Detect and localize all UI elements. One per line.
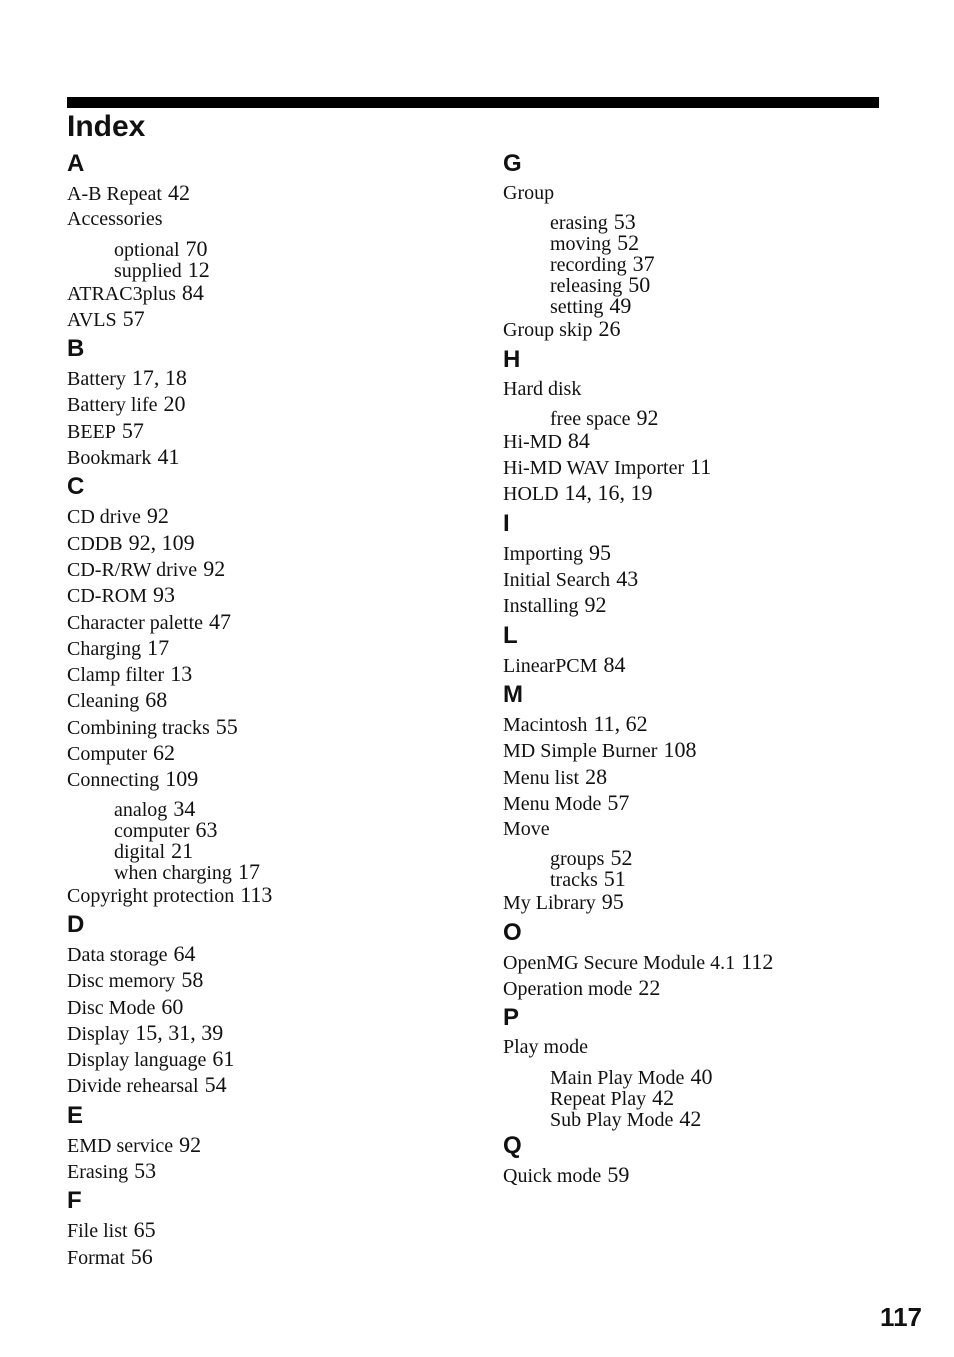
section-letter: M [503, 680, 523, 708]
index-entry [67, 941, 467, 967]
index-entry [503, 316, 903, 342]
entry-pages: 47 [209, 608, 232, 634]
entry-term: HOLD [503, 483, 559, 506]
section-letter: F [67, 1187, 82, 1215]
subentry-term: moving [550, 233, 612, 256]
entry-term: Hi-MD WAV Importer [503, 457, 685, 480]
index-subentry [503, 1105, 903, 1131]
entry-pages: 64 [173, 940, 196, 966]
index-entry [503, 764, 903, 790]
entry-term: Combining tracks [67, 716, 210, 739]
index-entry [503, 1162, 903, 1188]
index-entry [503, 816, 903, 842]
entry-term: Format [67, 1246, 125, 1269]
entry-pages: 20 [163, 391, 186, 417]
subentry-term: releasing [550, 275, 623, 298]
entry-pages: 109 [165, 766, 199, 792]
index-subentry [503, 1063, 903, 1089]
index-entry [503, 737, 903, 763]
entry-term: Data storage [67, 943, 168, 966]
index-entry [503, 1034, 903, 1060]
index-entry [67, 1132, 467, 1158]
index-subentry [503, 293, 903, 319]
page-number: 117 [880, 1302, 922, 1332]
index-column-right [503, 147, 903, 1188]
subentry-term: analog [114, 798, 168, 821]
index-entry [67, 206, 467, 232]
subentry-pages: 52 [610, 845, 633, 871]
entry-pages: 92 [203, 555, 226, 581]
index-entry [503, 652, 903, 678]
subentry-pages: 63 [195, 816, 218, 842]
entry-term: Cleaning [67, 690, 140, 713]
entry-term: Battery life [67, 394, 158, 417]
index-entry [503, 566, 903, 592]
section-letter: H [503, 345, 521, 373]
index-subentry [503, 404, 903, 430]
section-letter: B [67, 335, 85, 363]
index-entry [503, 592, 903, 618]
section-letter: G [503, 150, 522, 177]
entry-term: Erasing [67, 1161, 129, 1184]
index-subentry [67, 256, 467, 282]
entry-term: Group skip [503, 319, 593, 342]
subentry-pages: 17 [237, 858, 260, 884]
subentry-term: tracks [550, 869, 598, 892]
subentry-pages: 37 [632, 251, 655, 277]
index-entry [503, 454, 903, 480]
index-entry [67, 556, 467, 582]
index-entry [67, 635, 467, 661]
entry-pages: 14, 16, 19 [564, 480, 653, 506]
subentry-term: erasing [550, 212, 608, 235]
entry-pages: 93 [153, 582, 176, 608]
index-entry [503, 790, 903, 816]
entry-pages: 92, 109 [128, 529, 195, 555]
subentry-pages: 53 [613, 209, 636, 235]
index-entry [67, 503, 467, 529]
section-letter: I [503, 509, 510, 537]
subentry-term: Sub Play Mode [550, 1108, 674, 1131]
entry-pages: 84 [567, 427, 590, 453]
index-subentry [67, 795, 467, 821]
entry-term: Importing [503, 542, 583, 565]
entry-term: Clamp filter [67, 664, 165, 687]
index-entry [67, 180, 467, 206]
index-entry [503, 480, 903, 506]
index-entry [67, 1244, 467, 1270]
index-subentry [503, 1084, 903, 1110]
entry-term: Move [503, 818, 550, 841]
entry-term: MD Simple Burner [503, 740, 658, 763]
entry-term: Charging [67, 637, 142, 660]
entry-pages: 68 [145, 687, 168, 713]
entry-pages: 92 [179, 1131, 202, 1157]
index-entry [503, 376, 903, 402]
subentry-pages: 40 [690, 1063, 713, 1089]
entry-term: LinearPCM [503, 654, 598, 677]
entry-term: Operation mode [503, 978, 633, 1001]
entry-pages: 57 [607, 789, 630, 815]
entry-term: CD-ROM [67, 585, 148, 608]
entry-pages: 28 [585, 763, 608, 789]
subentry-term: Main Play Mode [550, 1066, 685, 1089]
entry-pages: 59 [607, 1161, 630, 1187]
index-entry [67, 280, 467, 306]
entry-pages: 92 [146, 503, 169, 529]
entry-pages: 41 [157, 444, 180, 470]
subentry-term: groups [550, 848, 605, 871]
entry-pages: 17 [147, 634, 170, 660]
section-letter: L [503, 621, 518, 649]
index-entry [503, 180, 903, 206]
subentry-term: setting [550, 296, 604, 319]
entry-term: Hi-MD [503, 430, 562, 453]
entry-term: My Library [503, 892, 596, 915]
index-subentry [503, 251, 903, 277]
index-subentry [503, 230, 903, 256]
index-entry [67, 766, 467, 792]
index-entry [67, 661, 467, 687]
entry-pages: 58 [181, 967, 204, 993]
entry-term: CDDB [67, 532, 123, 555]
index-entry [67, 1158, 467, 1184]
index-entry [67, 1217, 467, 1243]
entry-pages: 65 [133, 1217, 156, 1243]
entry-term: Disc memory [67, 970, 176, 993]
index-entry [503, 428, 903, 454]
entry-pages: 22 [638, 975, 661, 1001]
index-entry [67, 444, 467, 470]
entry-pages: 57 [121, 417, 144, 443]
entry-pages: 13 [170, 661, 193, 687]
section-letter: C [67, 473, 85, 501]
index-entry [67, 391, 467, 417]
entry-pages: 53 [134, 1158, 157, 1184]
index-subentry [67, 816, 467, 842]
entry-term: Installing [503, 595, 579, 618]
section-letter: O [503, 918, 522, 946]
entry-term: Menu list [503, 766, 580, 789]
section-letter: A [67, 150, 85, 177]
entry-term: Group [503, 182, 555, 204]
entry-pages: 60 [161, 993, 184, 1019]
header-rule [67, 97, 879, 108]
entry-pages: 57 [122, 305, 145, 331]
section-letter: Q [503, 1131, 522, 1159]
entry-term: Play mode [503, 1036, 588, 1059]
index-entry [67, 306, 467, 332]
index-subentry [503, 209, 903, 235]
index-subentry [503, 272, 903, 298]
index-entry [503, 540, 903, 566]
entry-pages: 61 [212, 1046, 235, 1072]
entry-term: BEEP [67, 420, 116, 443]
entry-term: EMD service [67, 1134, 174, 1157]
index-entry [67, 714, 467, 740]
entry-term: Macintosh [503, 713, 588, 736]
entry-pages: 112 [741, 948, 774, 974]
index-entry [503, 949, 903, 975]
entry-pages: 95 [589, 539, 611, 565]
entry-pages: 84 [603, 651, 626, 677]
index-entry [67, 740, 467, 766]
index-subentry [503, 866, 903, 892]
entry-term: Bookmark [67, 447, 152, 470]
index-column-left [67, 147, 467, 1270]
index-subentry [67, 235, 467, 261]
subentry-pages: 21 [171, 837, 194, 863]
entry-term: File list [67, 1220, 128, 1243]
subentry-term: digital [114, 840, 166, 863]
entry-term: ATRAC3plus [67, 282, 176, 305]
entry-pages: 55 [215, 713, 238, 739]
subentry-term: Repeat Play [550, 1087, 647, 1110]
index-entry [67, 365, 467, 391]
entry-term: AVLS [67, 308, 117, 331]
entry-pages: 42 [167, 180, 190, 205]
entry-term: Divide rehearsal [67, 1075, 199, 1098]
entry-pages: 11 [690, 454, 712, 480]
subentry-term: optional [114, 238, 180, 261]
entry-pages: 92 [584, 592, 607, 618]
index-entry [67, 994, 467, 1020]
entry-term: Battery [67, 368, 126, 391]
entry-pages: 54 [204, 1072, 227, 1098]
index-entry [67, 1072, 467, 1098]
subentry-pages: 34 [173, 795, 196, 821]
subentry-term: computer [114, 819, 190, 842]
entry-term: CD-R/RW drive [67, 558, 198, 581]
index-entry [67, 967, 467, 993]
subentry-term: when charging [114, 861, 232, 884]
index-entry [67, 582, 467, 608]
entry-pages: 11, 62 [593, 710, 648, 736]
index-entry [67, 530, 467, 556]
subentry-pages: 52 [617, 230, 640, 256]
entry-pages: 17, 18 [131, 365, 187, 391]
subentry-pages: 70 [185, 235, 208, 261]
index-subentry [67, 858, 467, 884]
entry-term: Copyright protection [67, 884, 235, 907]
entry-pages: 15, 31, 39 [135, 1019, 224, 1045]
entry-term: OpenMG Secure Module 4.1 [503, 951, 736, 974]
entry-term: Display [67, 1022, 130, 1045]
index-subentry [503, 845, 903, 871]
subentry-term: recording [550, 254, 627, 277]
index-entry [503, 711, 903, 737]
page-title: Index [67, 110, 146, 143]
entry-term: Computer [67, 743, 147, 766]
entry-pages: 113 [240, 881, 273, 907]
entry-term: Disc Mode [67, 996, 156, 1019]
entry-term: Menu Mode [503, 792, 602, 815]
entry-pages: 43 [616, 566, 639, 592]
index-entry [67, 1046, 467, 1072]
entry-term: Connecting [67, 769, 160, 792]
index-entry [67, 1020, 467, 1046]
entry-pages: 56 [130, 1243, 153, 1269]
index-entry [67, 609, 467, 635]
entry-term: Display language [67, 1049, 207, 1072]
section-letter: P [503, 1004, 520, 1032]
subentry-pages: 50 [628, 272, 651, 298]
entry-pages: 62 [153, 740, 175, 766]
entry-pages: 26 [598, 316, 621, 342]
section-letter: D [67, 910, 85, 938]
index-entry [67, 882, 467, 908]
entry-term: CD drive [67, 506, 141, 529]
subentry-term: free space [550, 407, 631, 430]
subentry-pages: 42 [652, 1084, 675, 1110]
entry-pages: 84 [181, 279, 204, 305]
entry-term: Hard disk [503, 377, 582, 400]
subentry-pages: 12 [187, 256, 210, 282]
subentry-pages: 42 [679, 1105, 702, 1131]
index-entry [503, 975, 903, 1001]
entry-term: Character palette [67, 611, 204, 634]
subentry-pages: 92 [636, 404, 659, 430]
entry-pages: 108 [663, 737, 697, 763]
index-entry [503, 889, 903, 915]
subentry-term: supplied [114, 259, 182, 282]
index-entry [67, 418, 467, 444]
section-letter: E [67, 1101, 84, 1129]
subentry-pages: 51 [603, 866, 626, 892]
entry-term: Initial Search [503, 569, 611, 592]
entry-term: A-B Repeat [67, 183, 162, 205]
entry-term: Accessories [67, 208, 163, 231]
index-entry [67, 687, 467, 713]
subentry-pages: 49 [609, 293, 632, 319]
entry-pages: 95 [601, 889, 624, 915]
index-subentry [67, 837, 467, 863]
entry-term: Quick mode [503, 1164, 602, 1187]
